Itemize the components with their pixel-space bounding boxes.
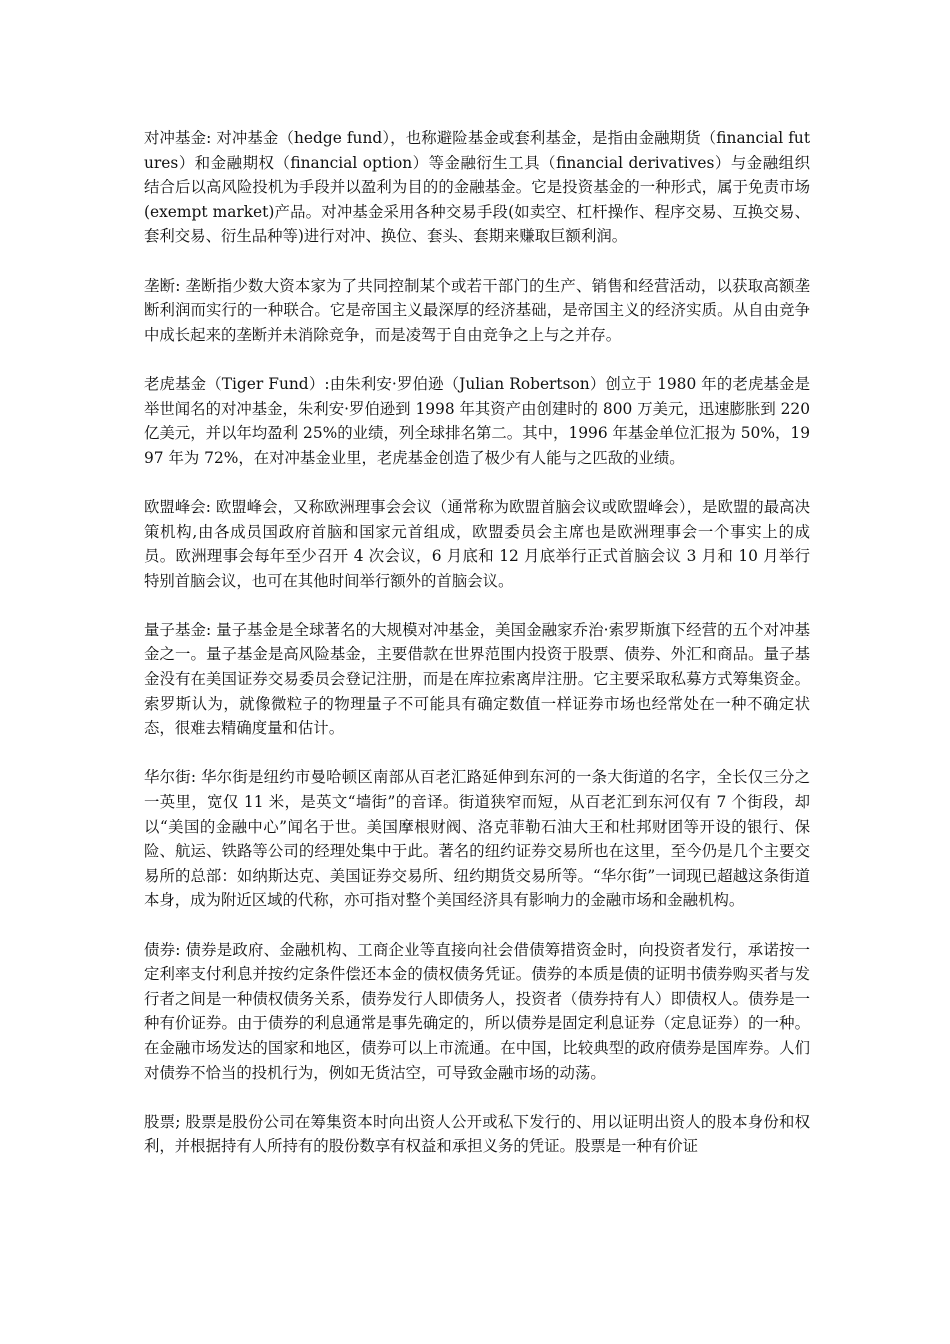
entry-bond: [144, 938, 810, 1086]
entry-stock: [144, 1110, 810, 1159]
entry-term: 华尔街:: [144, 768, 197, 787]
entry-text: 对冲基金（hedge fund），也称避险基金或套利基金，是指由金融期货（financial futures）和金融期权（financial option）等金融衍生工具（financial derivatives）与金融组织结合后以高风险投机为手段并以盈利为目的的金融基金。它是投资基金的一种形式，属于免责市场(exempt market)产品。对冲基金采用各种交易手段(如卖空、杠杆操作、程序交易、互换交易、套利交易、衍生品种等)进行对冲、换位、套头、套期来赚取巨额利润。: [144, 129, 811, 246]
entry-term: 债券:: [144, 940, 181, 959]
entry-tiger-fund: [144, 372, 810, 470]
document-body: [144, 126, 810, 1184]
entry-hedge-fund: [144, 126, 810, 249]
entry-wall-street: [144, 765, 810, 913]
entry-eu-summit: [144, 495, 810, 593]
entry-term: 老虎基金（Tiger Fund）:: [144, 374, 330, 393]
entry-term: 垄断:: [144, 276, 181, 295]
entry-term: 对冲基金:: [144, 129, 212, 147]
entry-quantum-fund: [144, 618, 810, 741]
entry-term: 欧盟峰会:: [144, 497, 211, 516]
entry-text: 华尔街是纽约市曼哈顿区南部从百老汇路延伸到东河的一条大街道的名字，全长仅三分之一英里，宽仅 11 米，是英文“墙街”的音译。街道狭窄而短，从百老汇到东河仅有 7 个街段，却以“美国的金融中心”闻名于世。美国摩根财阀、洛克菲勒石油大王和杜邦财团等开设的银行、保险、航运、铁路等公司的经理处集中于此。著名的纽约证券交易所也在这里，至今仍是几个主要交易所的总部：如纳斯达克、美国证券交易所、纽约期货交易所等。“华尔街”一词现已超越这条街道本身，成为附近区域的代称，亦可指对整个美国经济具有影响力的金融市场和金融机构。: [144, 768, 810, 910]
entry-text: 欧盟峰会，又称欧洲理事会会议（通常称为欧盟首脑会议或欧盟峰会），是欧盟的最高决策机构,由各成员国政府首脑和国家元首组成，欧盟委员会主席也是欧洲理事会一个事实上的成员。欧洲理事会每年至少召开 4 次会议，6 月底和 12 月底举行正式首脑会议 3 月和 10 月举行特别首脑会议，也可在其他时间举行额外的首脑会议。: [144, 497, 810, 590]
entry-text: 由朱利安·罗伯逊（Julian Robertson）创立于 1980 年的老虎基金是举世闻名的对冲基金，朱利安·罗伯逊到 1998 年其资产由创建时的 800 万美元，迅速膨胀到 220 亿美元，并以年均盈利 25%的业绩，列全球排名第二。其中，1996 年基金单位汇报为 50%，1997 年为 72%，在对冲基金业里，老虎基金创造了极少有人能与之匹敌的业绩。: [144, 374, 810, 467]
entry-text: 垄断指少数大资本家为了共同控制某个或若干部门的生产、销售和经营活动，以获取高额垄断利润而实行的一种联合。它是帝国主义最深厚的经济基础，是帝国主义的经济实质。从自由竞争中成长起来的垄断并未消除竞争，而是凌驾于自由竞争之上与之并存。: [144, 276, 810, 344]
entry-text: 债券是政府、金融机构、工商企业等直接向社会借债筹措资金时，向投资者发行，承诺按一定利率支付利息并按约定条件偿还本金的债权债务凭证。债券的本质是债的证明书债券购买者与发行者之间是一种债权债务关系，债券发行人即债务人，投资者（债券持有人）即债权人。债券是一种有价证券。由于债券的利息通常是事先确定的，所以债券是固定利息证券（定息证券）的一种。在金融市场发达的国家和地区，债券可以上市流通。在中国，比较典型的政府债券是国库券。人们对债券不恰当的投机行为，例如无货沽空，可导致金融市场的动荡。: [144, 940, 810, 1082]
entry-text: 量子基金是全球著名的大规模对冲基金，美国金融家乔治·索罗斯旗下经营的五个对冲基金之一。量子基金是高风险基金，主要借款在世界范围内投资于股票、债券、外汇和商品。量子基金没有在美国证券交易委员会登记注册，而是在库拉索离岸注册。它主要采取私募方式筹集资金。索罗斯认为，就像微粒子的物理量子不可能具有确定数值一样证券市场也经常处在一种不确定状态，很难去精确度量和估计。: [144, 620, 810, 738]
entry-term: 量子基金:: [144, 620, 212, 639]
entry-text: 股票是股份公司在筹集资本时向出资人公开或私下发行的、用以证明出资人的股本身份和权利，并根据持有人所持有的股份数享有权益和承担义务的凭证。股票是一种有价证: [144, 1112, 810, 1156]
entry-monopoly: [144, 274, 810, 348]
entry-term: 股票;: [144, 1112, 181, 1131]
